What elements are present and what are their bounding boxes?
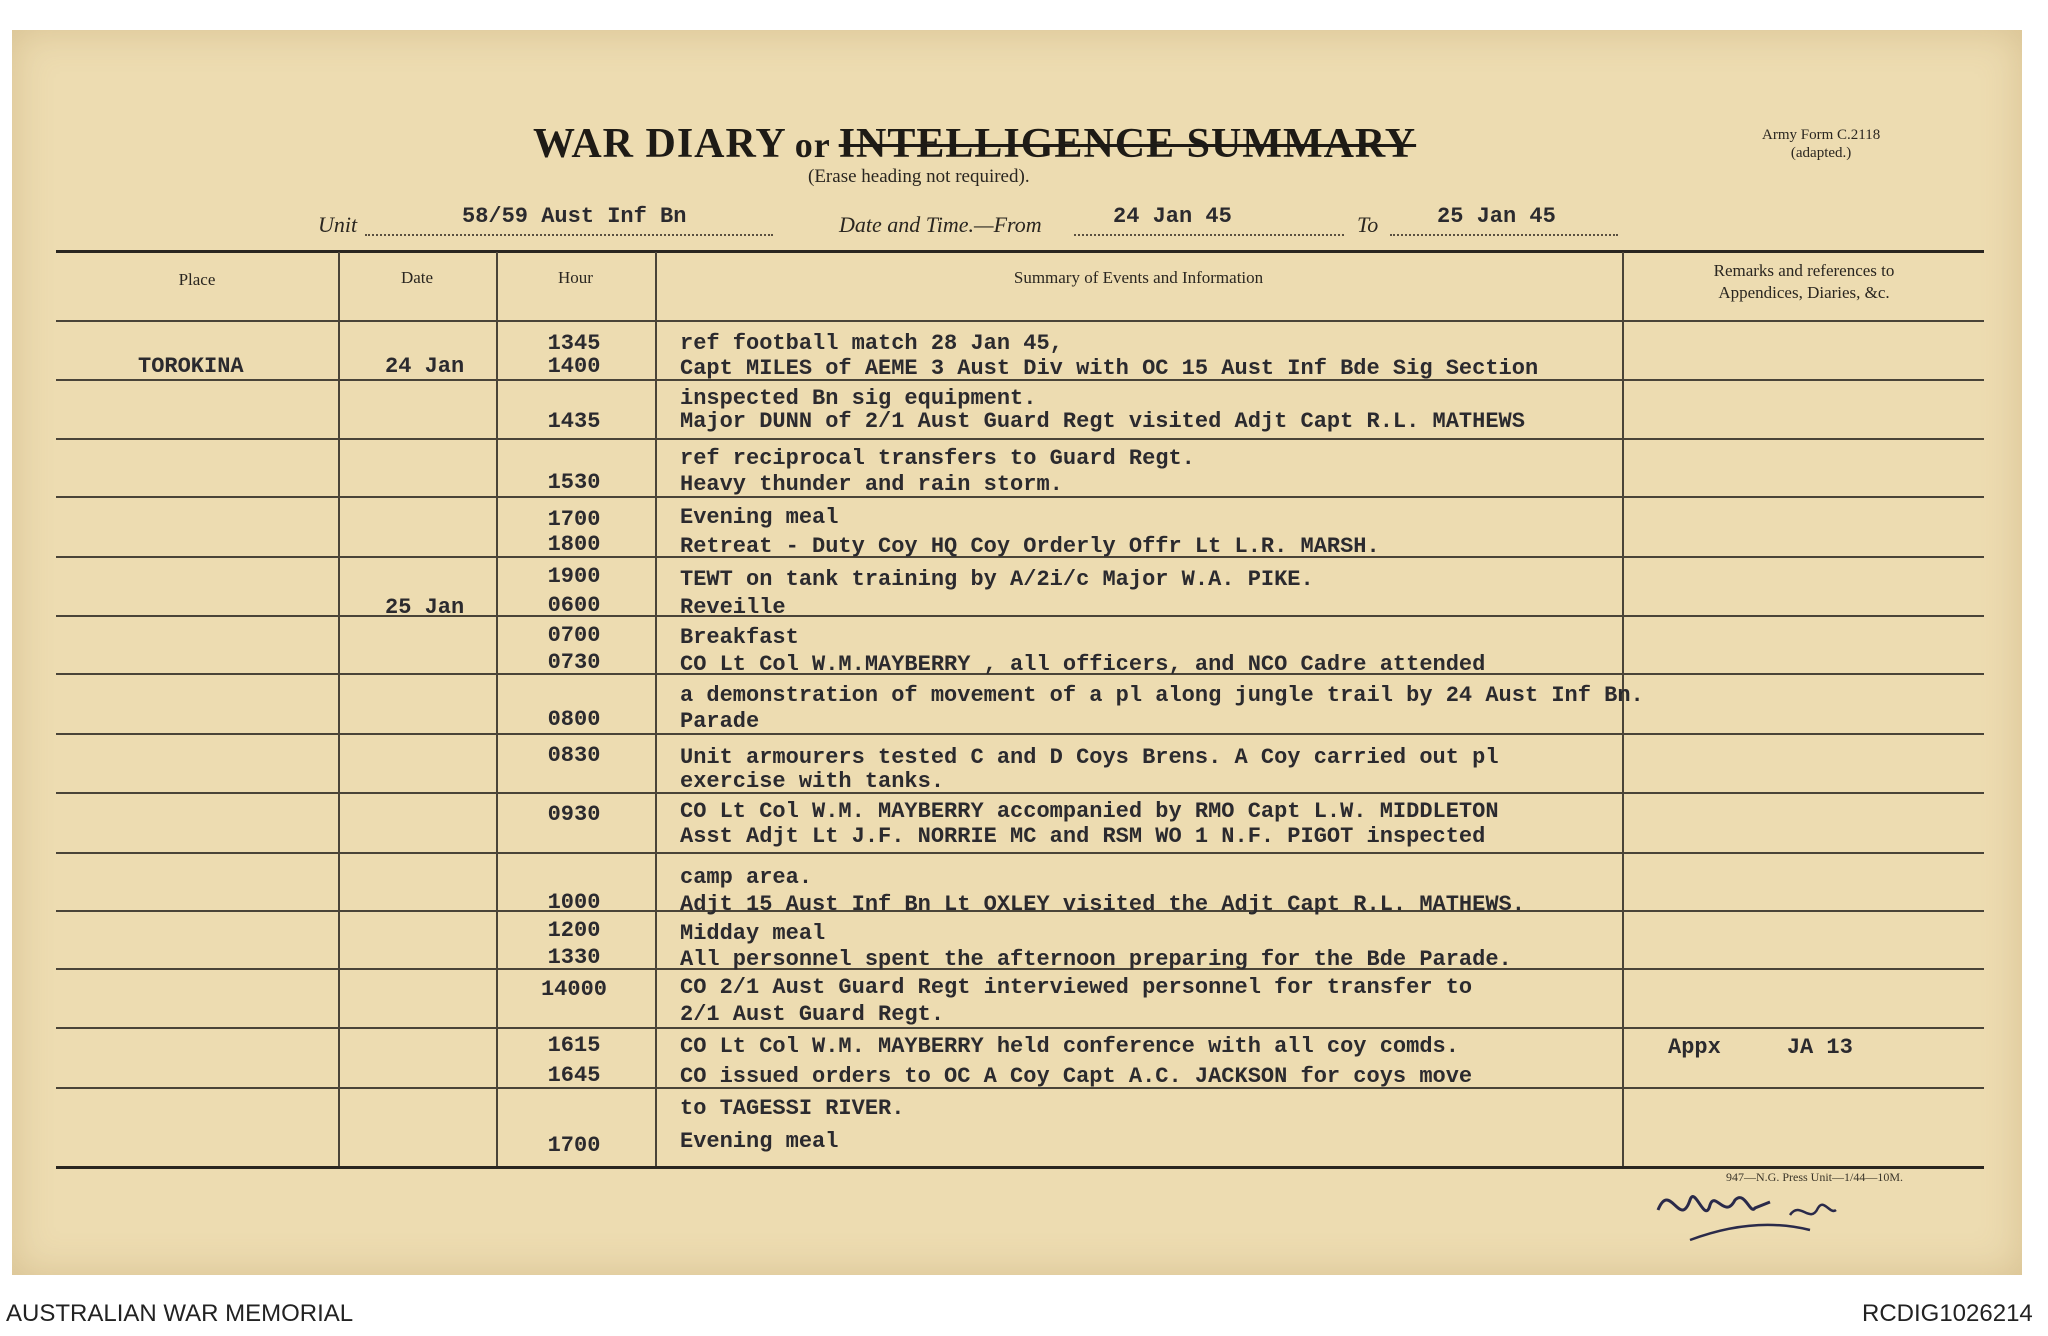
ruled-line <box>56 1027 1984 1029</box>
signature-mark <box>1650 1170 1870 1250</box>
unit-value: 58/59 Aust Inf Bn <box>462 204 687 229</box>
entry-text: CO 2/1 Aust Guard Regt interviewed personnel for transfer to <box>680 975 1473 1000</box>
ruled-line <box>56 438 1984 440</box>
entry-date: 25 Jan <box>385 595 465 620</box>
entry-text: Midday meal <box>680 921 826 946</box>
entry-text: CO issued orders to OC A Coy Capt A.C. JACKSON for coys move <box>680 1064 1473 1089</box>
entry-text: 2/1 Aust Guard Regt. <box>680 1002 945 1027</box>
print-note: 947—N.G. Press Unit—1/44—10M. <box>1726 1170 1904 1184</box>
entry-text: inspected Bn sig equipment. <box>680 386 1037 411</box>
entry-text: camp area. <box>680 865 813 890</box>
entry-text: Evening meal <box>680 505 839 530</box>
entry-text: Evening meal <box>680 1129 839 1154</box>
entry-hour: 0930 <box>547 802 601 827</box>
table-top-rule <box>56 250 1984 253</box>
ruled-line <box>56 852 1984 854</box>
entry-hour: 1615 <box>547 1033 601 1058</box>
entry-text: a demonstration of movement of a pl along jungle trail by 24 Aust Inf Bn. <box>680 683 1644 708</box>
date-time-label: Date and Time.—From <box>839 212 1042 237</box>
entry-text: All personnel spent the afternoon preparing for the Bde Parade. <box>680 947 1512 972</box>
entry-text: Parade <box>680 709 760 734</box>
unit-label: Unit <box>318 212 358 237</box>
col-header-hour: Hour <box>558 268 593 287</box>
entry-place: TOROKINA <box>138 354 244 379</box>
to-value: 25 Jan 45 <box>1437 204 1556 229</box>
title-main: WAR DIARY <box>533 121 787 167</box>
erase-note: (Erase heading not required). <box>808 166 1030 187</box>
entry-hour: 1330 <box>547 945 601 970</box>
entry-hour: 1645 <box>547 1063 601 1088</box>
col-divider-hour <box>655 252 657 1166</box>
entry-text: Adjt 15 Aust Inf Bn Lt OXLEY visited the Adjt Capt R.L. MATHEWS. <box>680 892 1525 917</box>
from-dotted-line <box>1074 234 1344 236</box>
footer-left: AUSTRALIAN WAR MEMORIAL <box>6 1300 354 1327</box>
entry-text: Heavy thunder and rain storm. <box>680 472 1063 497</box>
entry-text: Major DUNN of 2/1 Aust Guard Regt visited Adjt Capt R.L. MATHEWS <box>680 409 1525 434</box>
entry-text: ref football match 28 Jan 45, <box>680 331 1063 356</box>
entry-text: Asst Adjt Lt J.F. NORRIE MC and RSM WO 1 N.F. PIGOT inspected <box>680 824 1486 849</box>
col-header-remarks-line2: Appendices, Diaries, &c. <box>1718 283 1890 302</box>
entry-hour: 0600 <box>547 593 601 618</box>
army-form-label <box>1762 126 1880 162</box>
entry-remarks: Appx JA 13 <box>1668 1035 1853 1060</box>
entry-hour: 0700 <box>547 623 601 648</box>
entry-hour: 1345 <box>547 331 601 356</box>
entry-hour: 1400 <box>547 354 601 379</box>
entry-text: Retreat - Duty Coy HQ Coy Orderly Offr Lt L.R. MARSH. <box>680 534 1380 559</box>
to-dotted-line <box>1390 234 1618 236</box>
entry-hour: 1200 <box>547 918 601 943</box>
entry-hour: 1700 <box>547 1133 601 1158</box>
col-divider-summary <box>1622 252 1624 1166</box>
col-header-summary: Summary of Events and Information <box>1013 268 1264 287</box>
col-header-remarks-line1: Remarks and references to <box>1713 261 1895 280</box>
title-or: or <box>794 125 831 165</box>
entry-hour: 14000 <box>540 977 607 1002</box>
entry-hour: 1435 <box>547 409 601 434</box>
entry-hour: 0800 <box>547 707 601 732</box>
army-form-line1: Army Form C.2118 <box>1762 127 1881 143</box>
entry-text: CO Lt Col W.M. MAYBERRY held conference with all coy comds. <box>680 1034 1459 1059</box>
col-header-remarks <box>1624 260 1984 304</box>
entry-hour: 1530 <box>547 470 601 495</box>
entry-text: Capt MILES of AEME 3 Aust Div with OC 15 Aust Inf Bde Sig Section <box>680 356 1539 381</box>
footer-right: RCDIG1026214 <box>1862 1300 2033 1327</box>
entry-hour: 1000 <box>547 890 601 915</box>
page-title <box>533 120 1416 168</box>
ruled-line <box>56 792 1984 794</box>
entry-hour: 0730 <box>547 650 601 675</box>
entry-text: to TAGESSI RIVER. <box>680 1096 905 1121</box>
ruled-line <box>56 320 1984 322</box>
entry-hour: 1700 <box>547 507 601 532</box>
entry-text: Reveille <box>680 595 786 620</box>
entry-text: ref reciprocal transfers to Guard Regt. <box>680 446 1195 471</box>
army-form-line2: (adapted.) <box>1790 145 1852 161</box>
ruled-line <box>56 733 1984 735</box>
entry-text: exercise with tanks. <box>680 769 945 794</box>
entry-text: CO Lt Col W.M.MAYBERRY , all officers, and NCO Cadre attended <box>680 652 1486 677</box>
title-struck: INTELLIGENCE SUMMARY <box>838 121 1417 167</box>
col-header-place: Place <box>178 270 216 289</box>
entry-hour: 1800 <box>547 532 601 557</box>
from-value: 24 Jan 45 <box>1113 204 1232 229</box>
entry-text: Unit armourers tested C and D Coys Brens. A Coy carried out pl <box>680 745 1499 770</box>
unit-dotted-line <box>365 234 773 236</box>
entry-hour: 1900 <box>547 564 601 589</box>
col-header-date: Date <box>400 268 434 287</box>
entry-text: CO Lt Col W.M. MAYBERRY accompanied by RMO Capt L.W. MIDDLETON <box>680 799 1499 824</box>
entry-text: Breakfast <box>680 625 799 650</box>
entry-date: 24 Jan <box>385 354 465 379</box>
entry-hour: 0830 <box>547 743 601 768</box>
to-label: To <box>1357 212 1379 237</box>
col-divider-place <box>338 252 340 1166</box>
table-bottom-rule <box>56 1166 1984 1169</box>
entry-text: TEWT on tank training by A/2i/c Major W.A. PIKE. <box>680 567 1314 592</box>
ruled-line <box>56 615 1984 617</box>
